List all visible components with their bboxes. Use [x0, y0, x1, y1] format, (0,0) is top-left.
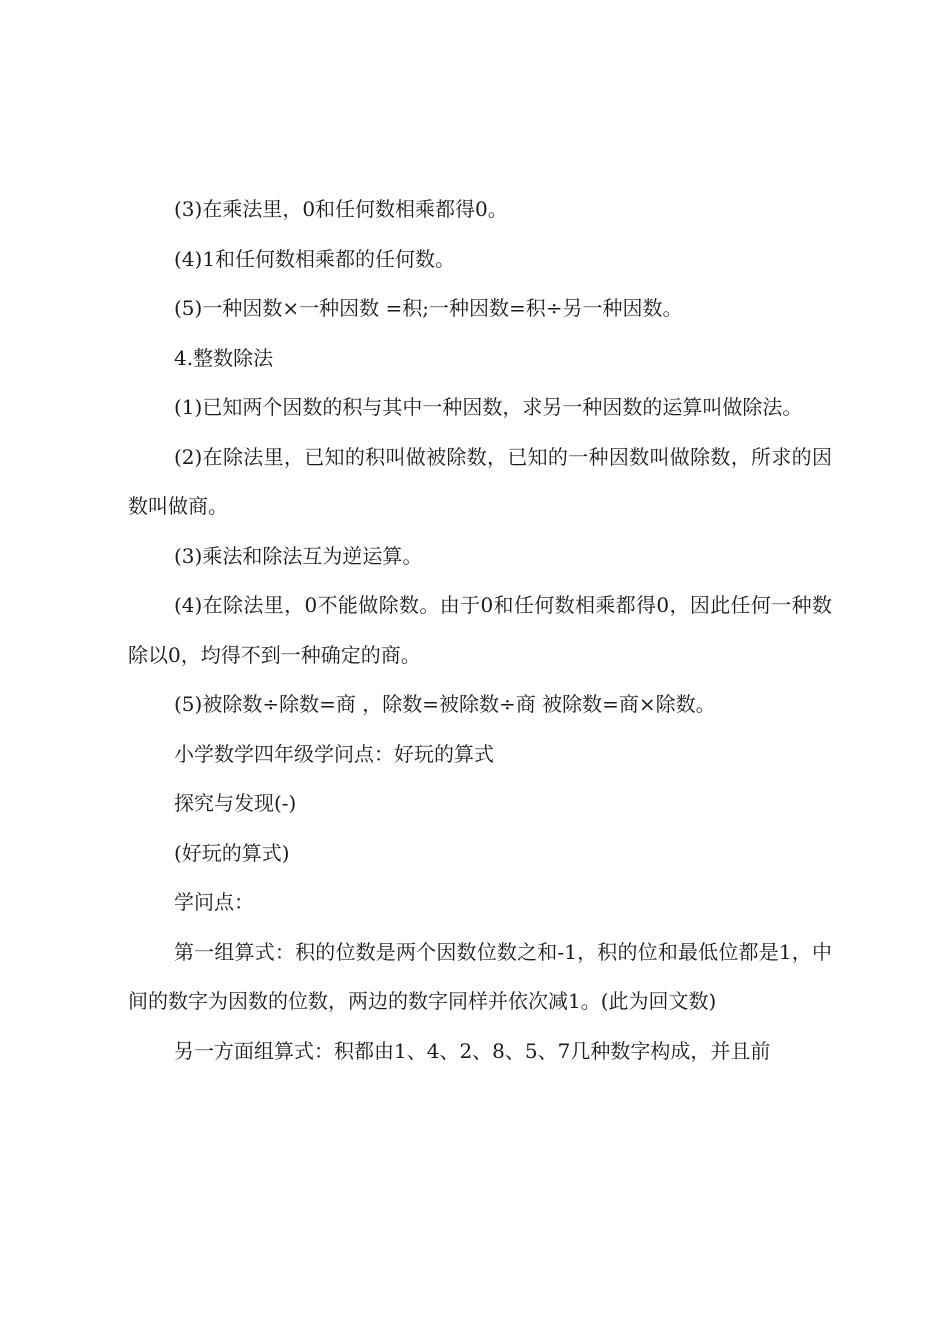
paragraph-multiplication-one: (4)1和任何数相乘都的任何数。 [174, 246, 456, 271]
subheading-explore-discover: 探究与发现(-) [174, 791, 297, 815]
subheading-fun-formulas-paren: (好玩的算式) [174, 840, 290, 865]
paragraph-second-group: 另一方面组算式：积都由1、4、2、8、5、7几种数字构成，并且前 [174, 1038, 771, 1063]
paragraph-division-definition: (1)已知两个因数的积与其中一种因数，求另一种因数的运算叫做除法。 [174, 395, 803, 419]
paragraph-inverse-operations: (3)乘法和除法互为逆运算。 [174, 543, 423, 568]
paragraph-first-group: 第一组算式：积的位数是两个因数位数之和-1，积的位和最低位都是1，中间的数字为因数的位数，两边的数字同样并依次减1。(此为回文数) [128, 939, 832, 1013]
paragraph-zero-divisor: (4)在除法里，0不能做除数。由于0和任何数相乘都得0，因此任何一种数除以0，均得不到一种确定的商。 [128, 593, 832, 667]
label-knowledge-points: 学问点： [174, 890, 254, 914]
paragraph-division-formulas: (5)被除数÷除数=商 ，除数=被除数÷商 被除数=商×除数。 [174, 692, 716, 716]
section-heading-fun-formulas: 小学数学四年级学问点：好玩的算式 [174, 741, 494, 766]
paragraph-division-terms: (2)在除法里，已知的积叫做被除数，已知的一种因数叫做除数，所求的因数叫做商。 [128, 444, 832, 518]
section-heading-integer-division: 4.整数除法 [174, 345, 274, 370]
paragraph-factor-formula: (5)一种因数×一种因数 =积;一种因数=积÷另一种因数。 [174, 296, 683, 320]
paragraph-multiplication-zero: (3)在乘法里，0和任何数相乘都得0。 [174, 197, 508, 221]
document-body [128, 185, 832, 1076]
